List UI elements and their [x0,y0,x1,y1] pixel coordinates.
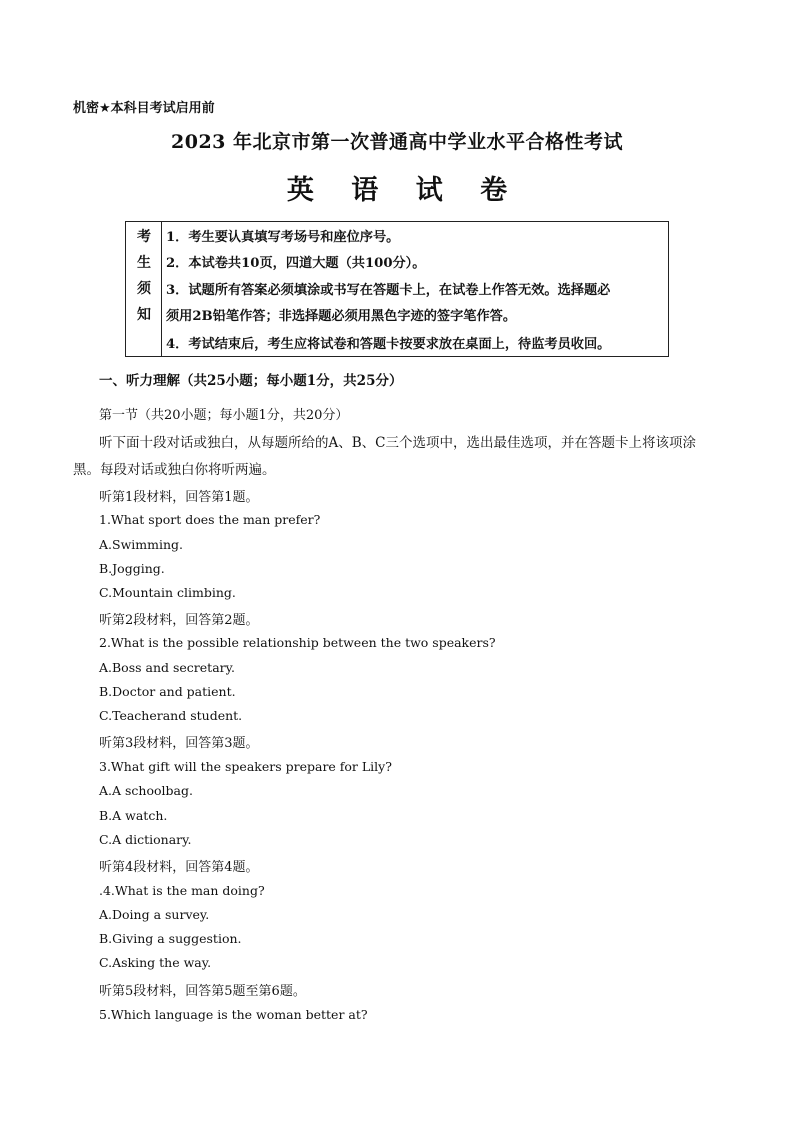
option-text: A.Boss and secretary. [99,660,236,675]
part-heading: 第一节（共20小题；每小题1分，共20分） [99,408,349,423]
confidential-notice: 机密★本科目考试启用前 [73,101,215,116]
question-5: 5.Which language is the woman better at? [99,1007,368,1022]
instruction-text: 黑。每段对话或独白你将听两遍。 [73,462,276,478]
notice-item: 3．试题所有答案必须填涂或书写在答题卡上，在试卷上作答无效。选择题必 [166,283,611,298]
option-text: A.Swimming. [99,537,183,552]
listening-material-label: 听第3段材料，回答第3题。 [99,736,259,751]
instruction-text: 听下面十段对话或独白，从每题所给的A、B、C三个选项中，选出最佳选项，并在答题卡上将该项涂 [99,435,696,451]
option-text: C.Teacherand student. [99,708,243,723]
section-heading: 一、听力理解（共25小题；每小题1分，共25分） [99,373,403,389]
option-text: C.Mountain climbing. [99,585,236,600]
listening-material-label: 听第4段材料，回答第4题。 [99,860,259,875]
question-3: 3.What gift will the speakers prepare for Lily? [99,759,392,774]
option-text: B.Giving a suggestion. [99,931,242,946]
notice-item: 1．考生要认真填写考场号和座位序号。 [166,230,400,245]
question-4: .4.What is the man doing? [99,883,265,898]
option-text: B.A watch. [99,808,168,823]
question-1: 1.What sport does the man prefer? [99,512,321,527]
option-text: C.Asking the way. [99,955,212,970]
option-text: B.Jogging. [99,561,165,576]
notice-label-column [126,222,162,356]
candidate-notice-box [125,221,669,357]
option-text: A.Doing a survey. [99,907,210,922]
exam-title: 2023 年北京市第一次普通高中学业水平合格性考试 [171,131,623,153]
notice-item: 2．本试卷共10页，四道大题（共100分）。 [166,256,426,271]
notice-label-char: 生 [137,255,151,271]
question-2: 2.What is the possible relationship between the two speakers? [99,635,496,650]
notice-item: 须用2B铅笔作答；非选择题必须用黑色字迹的签字笔作答。 [166,309,517,324]
listening-material-label: 听第5段材料，回答第5题至第6题。 [99,984,306,999]
paper-title: 英 语 试 卷 [286,175,522,206]
option-text: B.Doctor and patient. [99,684,236,699]
notice-label-char: 须 [137,281,151,297]
notice-item: 4．考试结束后，考生应将试卷和答题卡按要求放在桌面上，待监考员收回。 [166,337,611,352]
option-text: A.A schoolbag. [99,783,193,798]
listening-material-label: 听第1段材料，回答第1题。 [99,490,259,505]
notice-label-char: 知 [137,307,151,323]
listening-material-label: 听第2段材料，回答第2题。 [99,613,259,628]
notice-label-char: 考 [137,229,151,245]
option-text: C.A dictionary. [99,832,192,847]
